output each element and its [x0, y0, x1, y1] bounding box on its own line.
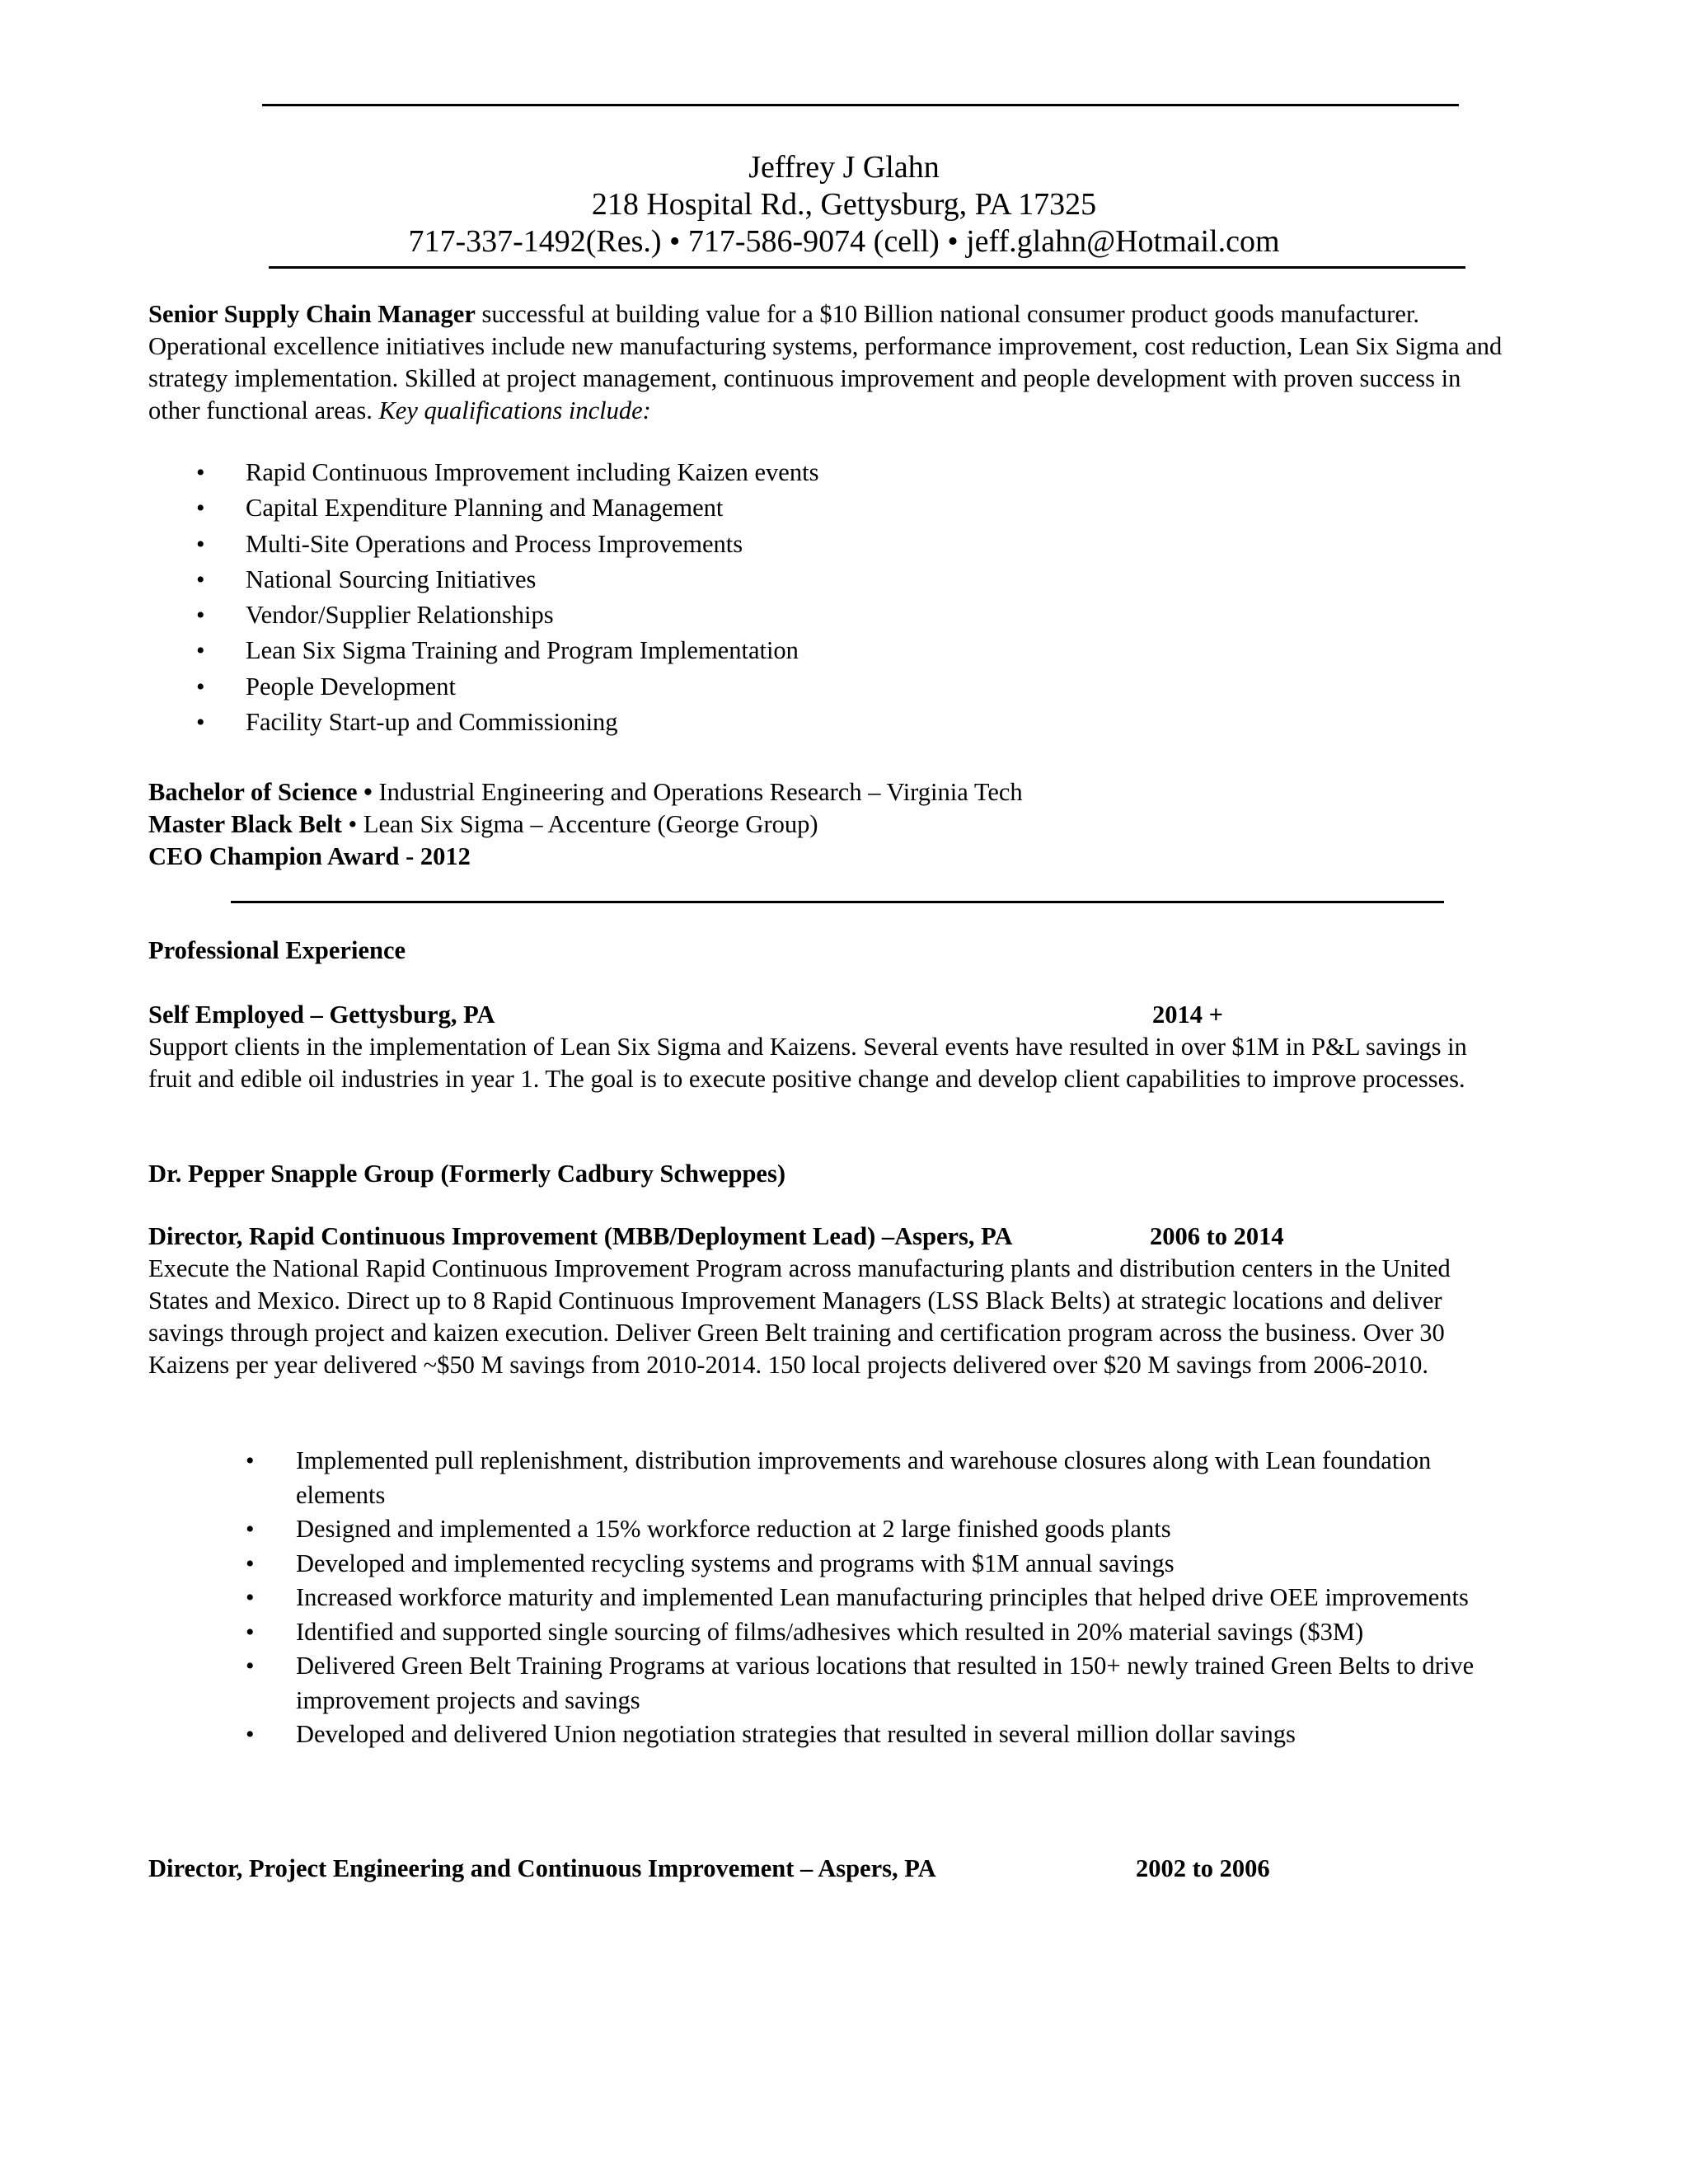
- role1-title: Director, Rapid Continuous Improvement (MBB/Deployment Lead) –Aspers, PA 2006 to 2014: [148, 1221, 1500, 1253]
- self-employed-title: Self Employed – Gettysburg, PA 2014 +: [148, 999, 1500, 1031]
- list-item: • Multi-Site Operations and Process Improvements: [148, 527, 1385, 562]
- candidate-name: Jeffrey J Glahn: [748, 150, 940, 185]
- list-item: • People Development: [148, 669, 1385, 705]
- company-name: Dr. Pepper Snapple Group (Formerly Cadbury Schweppes): [148, 1160, 785, 1188]
- education-line: Master Black Belt • Lean Six Sigma – Accenture (George Group): [148, 810, 818, 838]
- list-item: • Capital Expenditure Planning and Management: [148, 490, 1385, 526]
- education-line: Bachelor of Science • Industrial Engineering and Operations Research – Virginia Tech: [148, 778, 1023, 806]
- list-item: • Developed and implemented recycling systems and programs with $1M annual savings: [148, 1547, 1517, 1582]
- bullet-icon: •: [246, 1652, 255, 1680]
- bullet-icon: •: [196, 530, 205, 558]
- summary-title: Senior Supply Chain Manager: [148, 300, 476, 328]
- bullet-icon: •: [196, 709, 205, 737]
- list-item: • Facility Start-up and Commissioning: [148, 705, 1385, 740]
- candidate-address: 218 Hospital Rd., Gettysburg, PA 17325: [591, 187, 1097, 222]
- summary-paragraph: [148, 298, 1517, 427]
- header-rule: [269, 266, 1465, 269]
- summary-lead: Key qualifications include:: [378, 396, 651, 424]
- experience-heading: Professional Experience: [148, 936, 406, 964]
- list-item: • Designed and implemented a 15% workforce reduction at 2 large finished goods plants: [148, 1512, 1517, 1547]
- education-section: [148, 776, 1500, 873]
- list-item: • Identified and supported single sourcing of films/adhesives which resulted in 20% material savings ($3M): [148, 1615, 1517, 1650]
- list-item: • Implemented pull replenishment, distribution improvements and warehouse closures along with Lean foundation elements: [148, 1444, 1517, 1512]
- role2-dates: 2002 to 2006: [1136, 1854, 1270, 1882]
- bullet-icon: •: [196, 565, 205, 593]
- bullet-icon: •: [246, 1447, 255, 1474]
- list-item: • Rapid Continuous Improvement including Kaizen events: [148, 455, 1385, 490]
- list-item: • Lean Six Sigma Training and Program Implementation: [148, 633, 1385, 668]
- list-item: • National Sourcing Initiatives: [148, 562, 1385, 598]
- top-rule: [262, 104, 1459, 106]
- education-line: CEO Champion Award - 2012: [148, 842, 471, 870]
- bullet-icon: •: [246, 1618, 255, 1646]
- self-employed-description: Support clients in the implementation of Lean Six Sigma and Kaizens. Several events have resulted in over $1M in P&L savings in fruit and edible oil industries in year 1. The goal is to execute positive change and develop client capabilities to improve processes.: [148, 1033, 1467, 1093]
- summary-text: successful at building value for a $10 Billion national consumer product goods manufacturer. Operational excellence initiatives include new manufacturing systems, performance improvement, cost reduction, Lean Six Sigma and strategy implementation. Skilled at project management, continuous improvement and people development with proven success in other functional areas.: [148, 300, 1503, 424]
- section-rule: [231, 901, 1444, 903]
- self-employed-dates: 2014 +: [1152, 1001, 1224, 1029]
- bullet-icon: •: [196, 494, 205, 523]
- candidate-contact: 717-337-1492(Res.) • 717-586-9074 (cell) • jeff.glahn@Hotmail.com: [408, 224, 1280, 259]
- list-item: • Vendor/Supplier Relationships: [148, 598, 1385, 633]
- role1-achievements-list: [148, 1444, 1517, 1752]
- bullet-icon: •: [246, 1584, 255, 1611]
- bullet-icon: •: [196, 602, 205, 630]
- bullet-icon: •: [246, 1516, 255, 1543]
- bullet-icon: •: [246, 1549, 255, 1577]
- role2-title: Director, Project Engineering and Continuous Improvement – Aspers, PA 2002 to 2006: [148, 1853, 1500, 1885]
- role1-dates: 2006 to 2014: [1150, 1222, 1284, 1250]
- list-item: • Developed and delivered Union negotiation strategies that resulted in several million dollar savings: [148, 1718, 1517, 1752]
- qualifications-list: [148, 455, 1385, 740]
- bullet-icon: •: [196, 459, 205, 486]
- list-item: • Delivered Green Belt Training Programs at various locations that resulted in 150+ newly trained Green Belts to drive improvement projects and savings: [148, 1649, 1517, 1718]
- list-item: • Increased workforce maturity and implemented Lean manufacturing principles that helped drive OEE improvements: [148, 1581, 1517, 1615]
- bullet-icon: •: [196, 673, 205, 701]
- bullet-icon: •: [196, 637, 205, 665]
- role1-description: Execute the National Rapid Continuous Improvement Program across manufacturing plants and distribution centers in the United States and Mexico. Direct up to 8 Rapid Continuous Improvement Managers (LSS Black Belts) at strategic locations and deliver savings through project and kaizen execution. Deliver Green Belt training and certification program across the business. Over 30 Kaizens per year delivered ~$50 M savings from 2010-2014. 150 local projects delivered over $20 M savings from 2006-2010.: [148, 1254, 1451, 1379]
- bullet-icon: •: [246, 1721, 255, 1748]
